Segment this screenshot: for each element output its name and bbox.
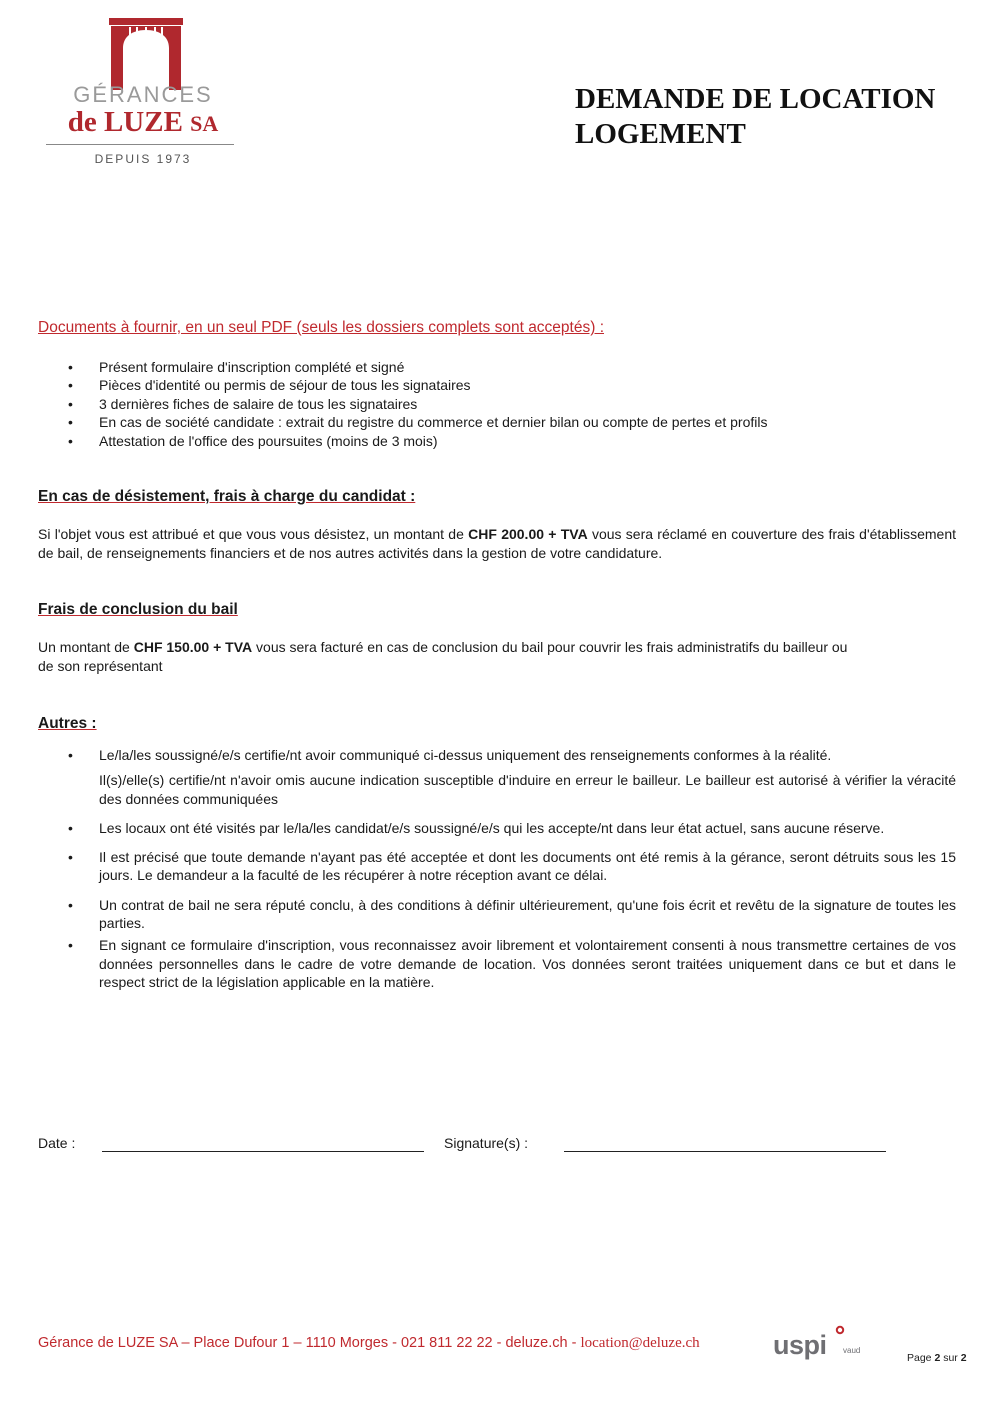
documents-list (38, 358, 938, 450)
uspi-logo-mark-icon (835, 1325, 845, 1335)
autres-heading: Autres : (38, 715, 97, 732)
signature-field[interactable] (564, 1151, 886, 1152)
list-item: • Pièces d'identité ou permis de séjour de tous les signataires (38, 376, 938, 394)
list-item: • Un contrat de bail ne sera réputé conclu, à des conditions à définir ultérieurement, qu'une fois écrit et revêtu de la signature de toutes les parties. (38, 896, 956, 933)
page-number: Page 2 sur 2 (907, 1352, 967, 1364)
desistement-heading: En cas de désistement, frais à charge du candidat : (38, 488, 416, 505)
logo-divider (46, 144, 234, 145)
list-item: • Présent formulaire d'inscription complété et signé (38, 358, 938, 376)
signature-label: Signature(s) : (444, 1135, 529, 1151)
footer-address: Gérance de LUZE SA – Place Dufour 1 – 1110 Morges - 021 811 22 22 - deluze.ch - location@deluze.ch (38, 1335, 700, 1351)
date-label: Date : (38, 1135, 76, 1151)
list-item-subtext: Il(s)/elle(s) certifie/nt n'avoir omis aucune indication susceptible d'induire en erreur le bailleur. Le bailleur est autorisé à vérifier la véracité des données communiquées (99, 772, 956, 807)
title-line-2: LOGEMENT (575, 118, 746, 150)
conclusion-heading: Frais de conclusion du bail (38, 601, 238, 618)
uspi-logo-subtext: vaud (843, 1346, 861, 1355)
desistement-amount: CHF 200.00 + TVA (468, 526, 588, 542)
list-item: • Le/la/les soussigné/e/s certifie/nt avoir communiqué ci-dessus uniquement des renseignements conformes à la réalité. Il(s)/elle(s) certifie/nt n'avoir omis aucune indication susceptible d'induire en erreur le bailleur. Le bailleur est autorisé à vérifier la véracité des données communiquées (38, 746, 956, 808)
documents-heading: Documents à fournir, en un seul PDF (seuls les dossiers complets sont acceptés) : (38, 319, 604, 336)
arch-logo-icon (109, 18, 183, 90)
list-item: • 3 dernières fiches de salaire de tous les signataires (38, 395, 938, 413)
uspi-logo: uspi (773, 1330, 827, 1360)
list-item: • Il est précisé que toute demande n'ayant pas été acceptée et dont les documents ont été remis à la gérance, seront détruits sous les 15 jours. Le demandeur a la faculté de les récupérer à notre réception avant ce délai. (38, 848, 956, 885)
list-item: • En signant ce formulaire d'inscription, vous reconnaissez avoir librement et volontairement consenti à nous transmettre certaines de vos données personnelles dans le cadre de votre demande de location. Vos données seront traitées uniquement dans ce but et dans le respect strict de la législation applicable en la matière. (38, 936, 956, 991)
list-item: • En cas de société candidate : extrait du registre du commerce et dernier bilan ou compte de pertes et profils (38, 413, 938, 431)
logo-text-deluze: de LUZE SA (67, 106, 219, 138)
logo-text-since: DEPUIS 1973 (94, 152, 192, 166)
logo-text-gerances: GÉRANCES (73, 82, 213, 107)
list-item: • Attestation de l'office des poursuites (moins de 3 mois) (38, 432, 938, 450)
footer-email-link[interactable]: location@deluze.ch (580, 1335, 700, 1351)
company-logo (38, 14, 248, 169)
desistement-paragraph: Si l'objet vous est attribué et que vous vous désistez, un montant de CHF 200.00 + TVA vous sera réclamé en couverture des frais d'établissement de bail, de renseignements financiers et de nos autres activités dans la gestion de votre candidature. (38, 526, 956, 561)
conclusion-paragraph: Un montant de CHF 150.00 + TVA vous sera facturé en cas de conclusion du bail pour couvrir les frais administratifs du bailleur ou de son représentant (38, 639, 848, 674)
date-field[interactable] (102, 1151, 424, 1152)
conclusion-amount: CHF 150.00 + TVA (133, 639, 253, 655)
document-title (575, 82, 935, 152)
list-item: • Les locaux ont été visités par le/la/les candidat/e/s soussigné/e/s qui les accepte/nt dans leur état actuel, sans aucune réserve. (38, 819, 956, 837)
autres-list (38, 746, 956, 1002)
title-line-1: DEMANDE DE LOCATION (575, 83, 936, 115)
